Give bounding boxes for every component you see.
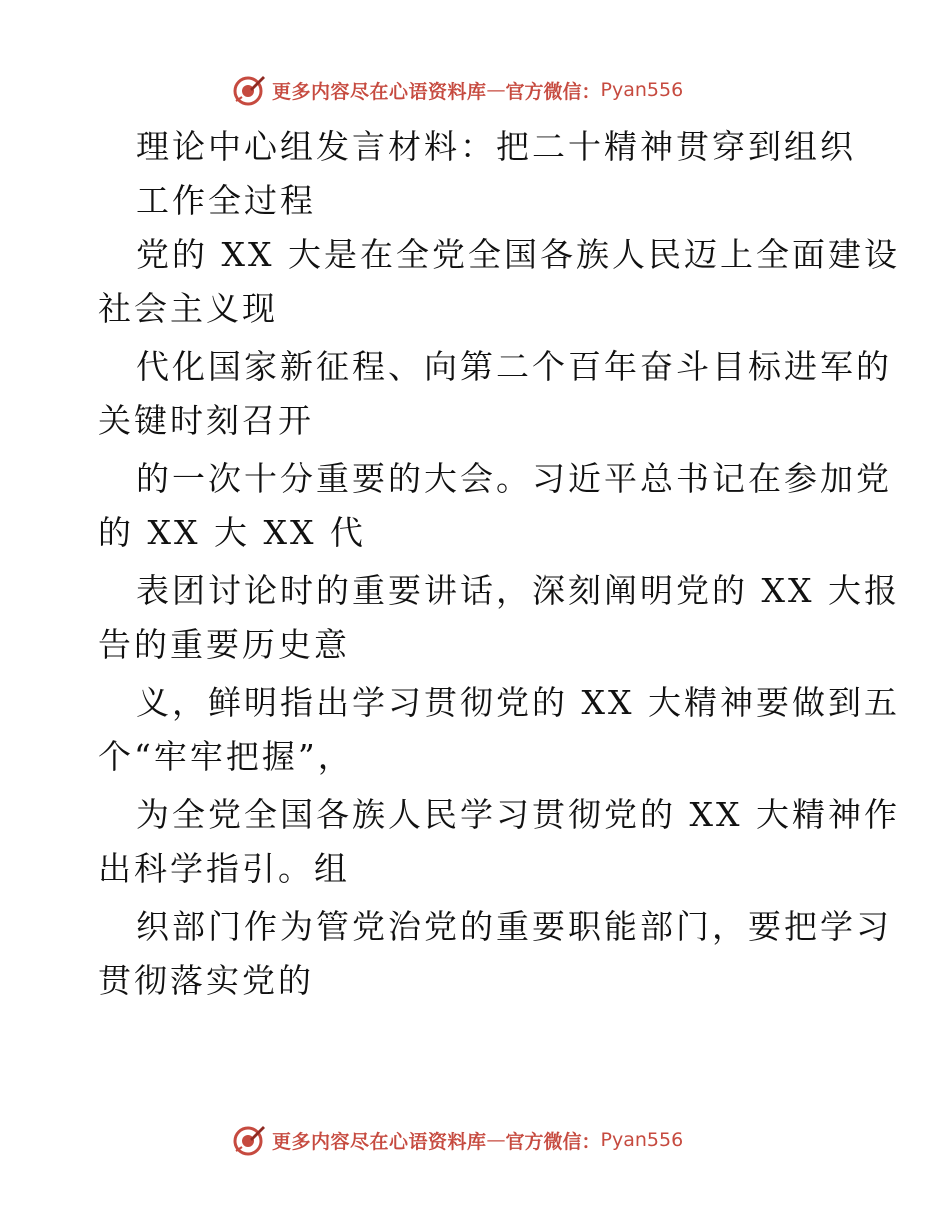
paragraph-line-wrap: 关键时刻召开 — [98, 401, 314, 440]
paragraph-line-wrap: 的 XX 大 XX 代 — [98, 513, 366, 552]
paragraph-block — [98, 676, 900, 784]
quill-logo-icon — [232, 73, 266, 107]
paragraph-block — [98, 340, 892, 448]
watermark-footer — [232, 1122, 683, 1158]
paragraph-line-wrap: 社会主义现 — [98, 289, 278, 328]
paragraph-line-wrap: 个“牢牢把握”， — [98, 737, 354, 776]
paragraph-line: 表团讨论时的重要讲话，深刻阐明党的 XX 大报 — [136, 571, 900, 610]
paragraph-block — [98, 788, 900, 896]
watermark-official-label: 官方微信： — [505, 1130, 601, 1153]
paragraph-line-wrap: 贯彻落实党的 — [98, 961, 314, 1000]
paragraph-line: 织部门作为管党治党的重要职能部门，要把学习 — [136, 907, 892, 946]
watermark-account: Pyan556 — [600, 1129, 684, 1151]
watermark-dash: — — [486, 79, 506, 101]
watermark-brand-text: 更多内容尽在心语资料库 — [272, 80, 487, 103]
quill-logo-icon — [232, 1123, 266, 1157]
document-title-line-1: 理论中心组发言材料：把二十精神贯穿到组织 — [136, 127, 856, 166]
paragraph-block — [98, 564, 900, 672]
paragraph-line-wrap: 出科学指引。组 — [98, 849, 350, 888]
paragraph-line: 为全党全国各族人民学习贯彻党的 XX 大精神作 — [136, 795, 900, 834]
paragraph-line: 的一次十分重要的大会。习近平总书记在参加党 — [136, 459, 892, 498]
paragraph-block — [98, 900, 892, 1008]
watermark-header — [232, 72, 683, 108]
paragraph-block — [98, 228, 900, 336]
document-body — [98, 120, 900, 1012]
watermark-brand-text: 更多内容尽在心语资料库 — [272, 1130, 487, 1153]
paragraph-block — [98, 452, 892, 560]
watermark-dash: — — [486, 1129, 506, 1151]
paragraph-line: 义，鲜明指出学习贯彻党的 XX 大精神要做到五 — [136, 683, 900, 722]
document-title-line-2: 工作全过程 — [136, 181, 316, 220]
paragraph-line: 代化国家新征程、向第二个百年奋斗目标进军的 — [136, 347, 892, 386]
paragraph-line-wrap: 告的重要历史意 — [98, 625, 350, 664]
paragraph-line: 党的 XX 大是在全党全国各族人民迈上全面建设 — [136, 235, 900, 274]
watermark-official-label: 官方微信： — [505, 80, 601, 103]
watermark-account: Pyan556 — [600, 79, 684, 101]
